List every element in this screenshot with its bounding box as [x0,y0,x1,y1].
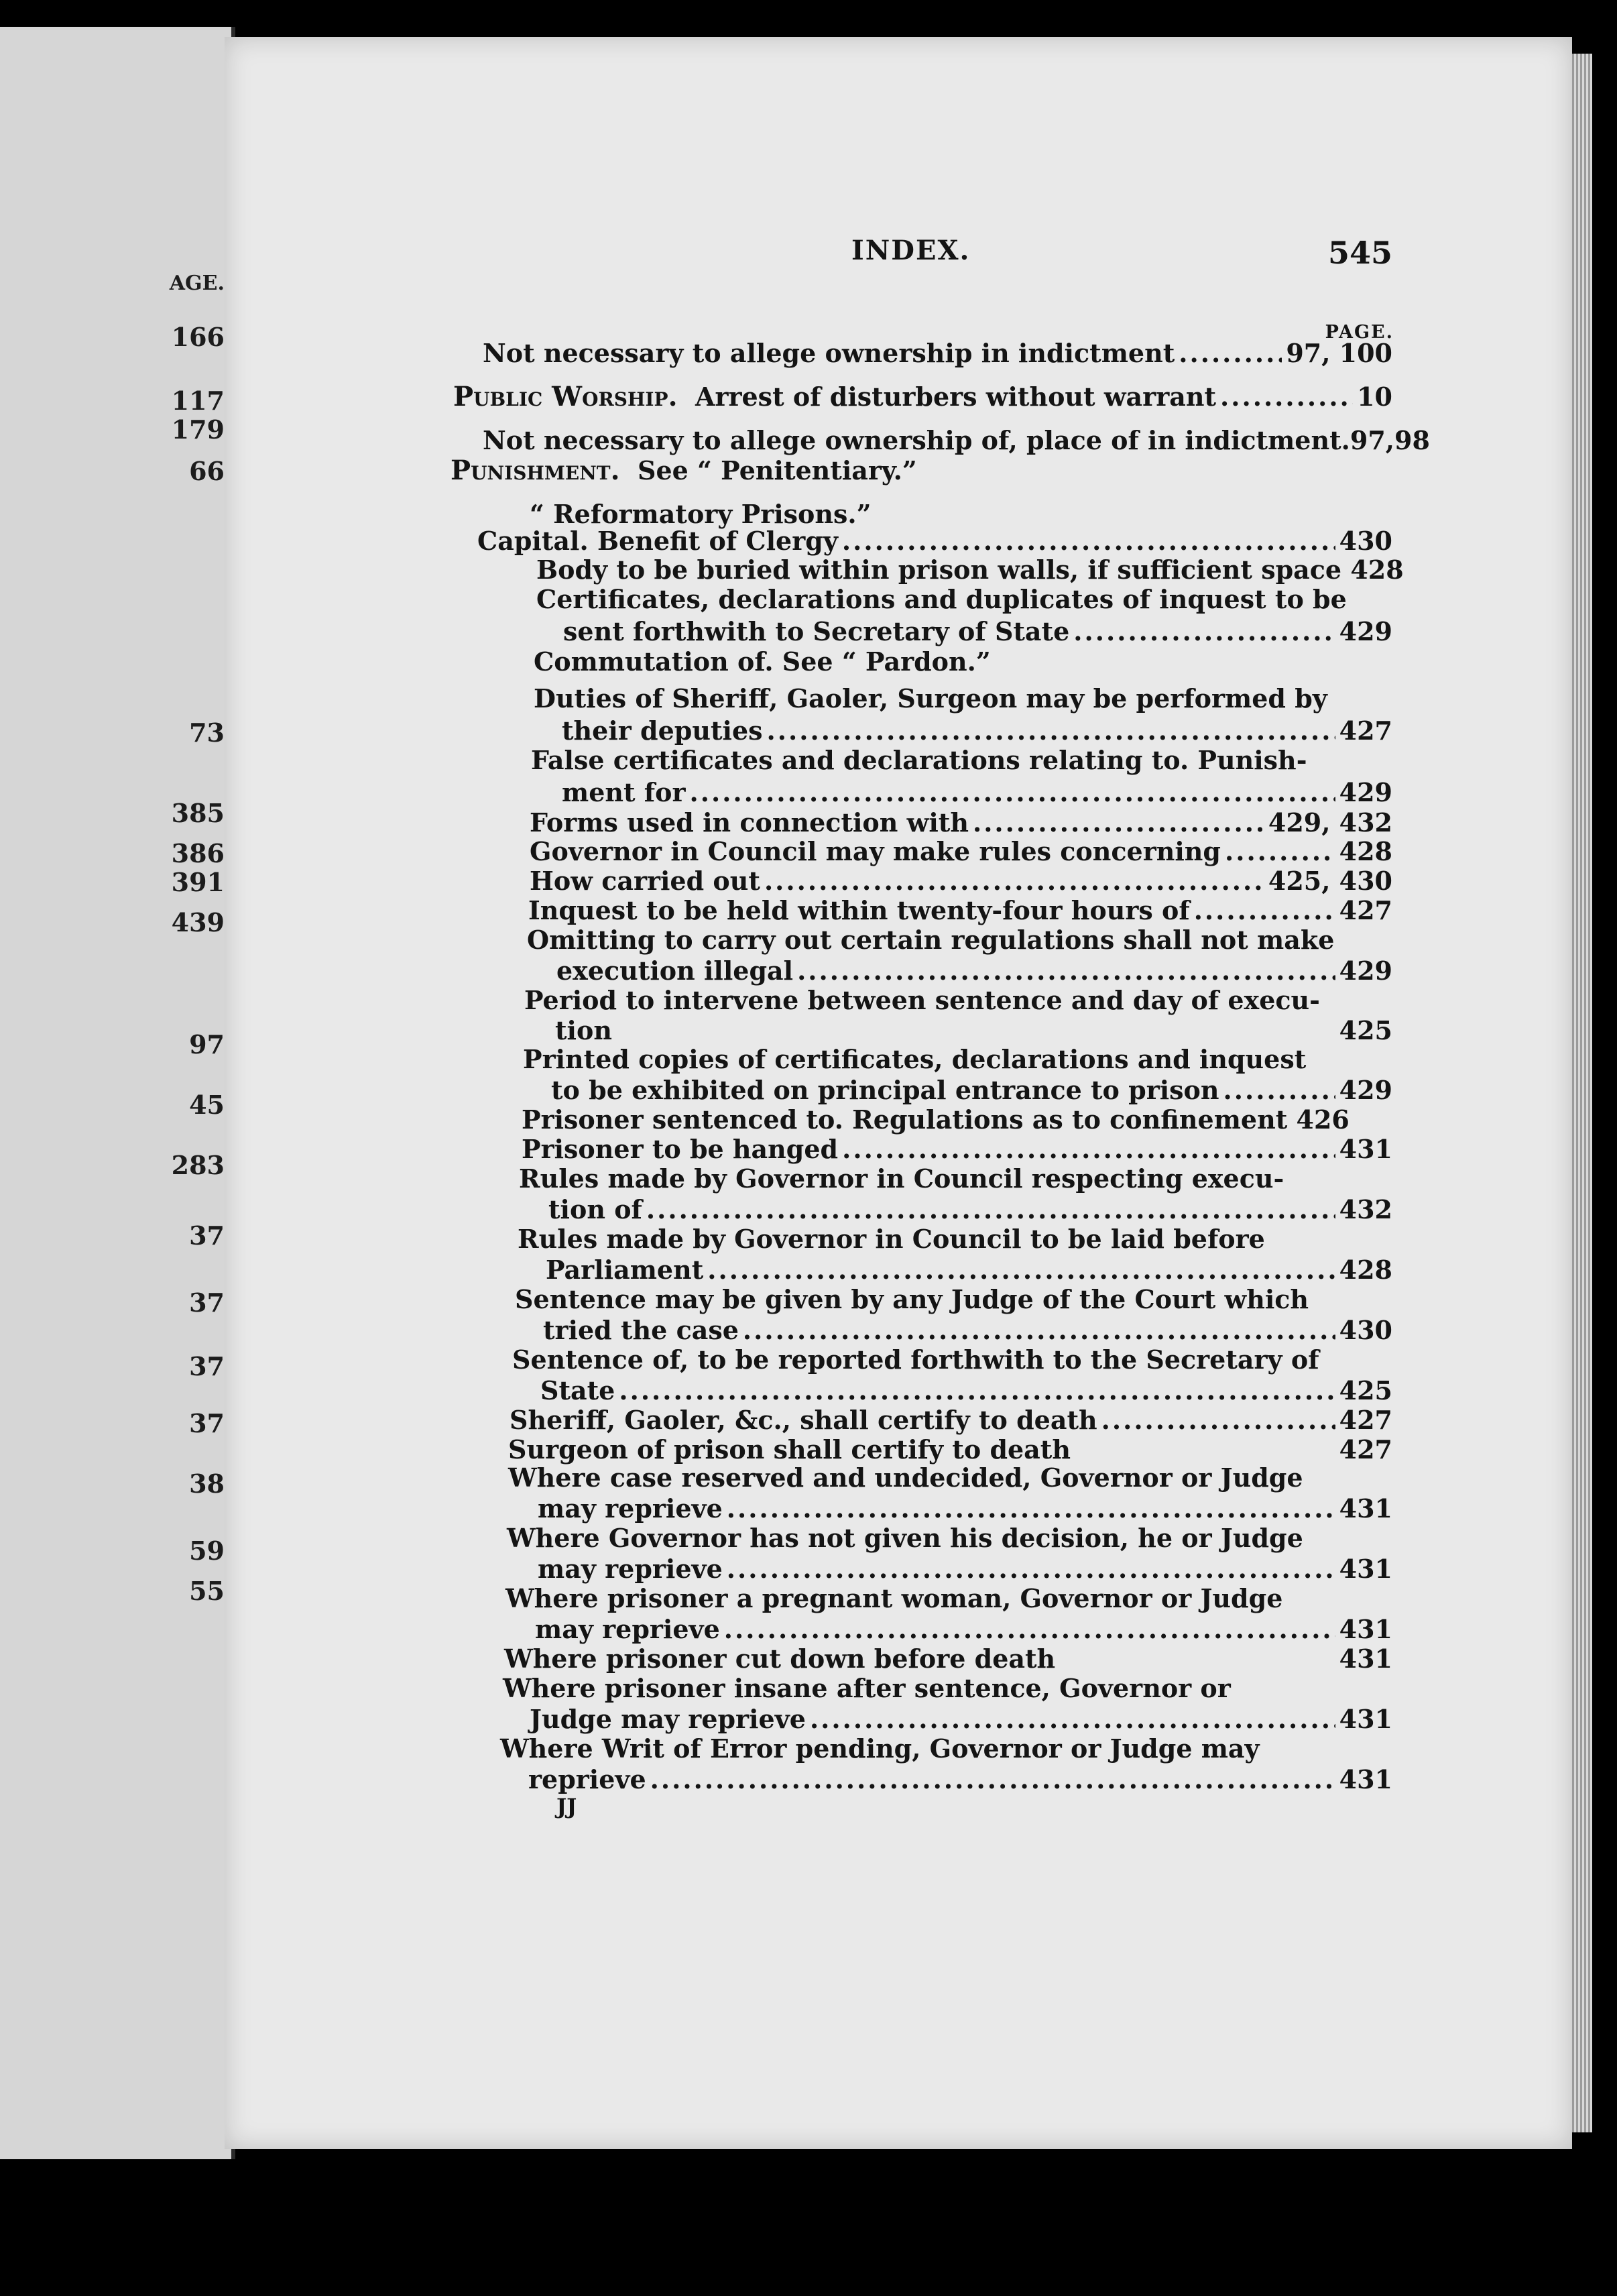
entry-text: tion [555,1015,612,1045]
entry-text: Prisoner sentenced to. Regulations as to confinement [522,1104,1288,1135]
index-entry [477,526,1392,556]
entry-text: Certificates, declarations and duplicates of inquest to be [536,584,1347,614]
leader-dots [1223,1076,1335,1105]
index-entry [527,925,1334,955]
entry-text: Surgeon of prison shall certify to death [508,1434,1071,1465]
leader-dots [1101,1405,1335,1435]
entry-page: 427 [1339,715,1392,746]
index-entry [534,647,991,677]
entry-page: 429 [1339,1075,1392,1105]
entry-page: 429, 432 [1268,807,1392,838]
entry-text: Where Writ of Error pending, Governor or Judge may [500,1733,1260,1764]
leader-dots [727,1554,1335,1584]
index-entry [535,1615,1392,1644]
index-entry [555,1016,1392,1045]
leader-dots [842,526,1335,556]
left-margin-number: 37 [189,1408,225,1438]
left-margin-number: 391 [171,867,225,897]
entry-text: Parliament [546,1255,704,1285]
index-entry [534,684,1327,713]
entry-text: Sheriff, Gaoler, &c., shall certify to death [510,1405,1097,1435]
entry-text: sent forthwith to Secretary of State [563,616,1070,646]
entry-text: Prisoner to be hanged [522,1134,839,1164]
entry-page: 97, 100 [1286,338,1392,368]
index-entry [518,1224,1265,1254]
entry-text: Not necessary to allege ownership of, place of in indictment. [483,425,1350,455]
index-entry [515,1285,1309,1314]
left-margin-number: 385 [171,798,225,828]
index-entry [536,555,1404,585]
entry-text: Not necessary to allege ownership in indictment [483,338,1175,368]
leader-dots [973,808,1264,838]
entry-page: 431 [1339,1493,1392,1524]
index-entry [451,456,917,485]
entry-text: may reprieve [538,1554,723,1584]
left-margin-number: 439 [171,907,225,937]
entry-text: Sentence may be given by any Judge of the Court which [515,1284,1309,1314]
index-entry [530,837,1392,866]
entry-heading: Public Worship. [453,381,678,412]
leader-dots [727,1494,1335,1524]
leader-dots [1194,896,1335,925]
entry-text: Printed copies of certificates, declarations and inquest [523,1044,1307,1074]
entry-text: State [540,1375,615,1405]
entry-page: 428 [1350,555,1404,585]
left-margin-number: 179 [171,414,225,445]
leader-dots [650,1765,1335,1794]
entry-text: ment for [562,777,686,807]
entry-text: See “ Penitentiary.” [638,455,917,485]
entry-text: Body to be buried within prison walls, if sufficient space [536,555,1342,585]
left-margin-number: 55 [189,1576,225,1606]
entry-text: to be exhibited on principal entrance to prison [551,1075,1219,1105]
entry-page: 431 [1339,1134,1392,1164]
index-entry [528,1765,1392,1794]
index-entry [522,1105,1392,1135]
index-entry [530,500,872,529]
index-entry [530,808,1392,838]
left-margin-number: 37 [189,1351,225,1381]
leader-dots [764,866,1264,896]
left-margin-number: 97 [189,1029,225,1059]
entry-page: 431 [1339,1764,1392,1794]
entry-text: may reprieve [535,1614,720,1644]
entry-text: False certificates and declarations relating to. Punish- [531,745,1307,775]
entry-page: 10 [1357,382,1392,412]
index-entry [507,1524,1303,1553]
entry-text: Commutation of. See “ Pardon.” [534,646,991,677]
index-entry [505,1584,1282,1613]
leader-dots [842,1135,1335,1164]
entry-text: may reprieve [538,1493,723,1524]
entry-text: reprieve [528,1764,646,1794]
entry-text: tried the case [543,1315,739,1345]
entry-text: Forms used in connection with [530,807,969,838]
index-entry [551,1076,1392,1105]
entry-text: Period to intervene between sentence and day of execu- [524,985,1320,1015]
index-entry [453,382,1392,412]
entry-page: 428 [1339,836,1392,866]
entry-text: Rules made by Governor in Council respecting execu- [519,1163,1284,1194]
index-entry [538,1494,1392,1524]
index-entry [531,746,1307,775]
running-title: INDEX. [851,235,971,266]
leader-dots [690,778,1335,807]
leader-dots [1225,837,1335,866]
entry-text: Capital. Benefit of Clergy [477,526,838,556]
entry-text: execution illegal [556,956,794,986]
entry-text: Where prisoner cut down before death [504,1644,1056,1674]
entry-page: 431 [1339,1704,1392,1734]
index-entry [528,896,1392,925]
leader-dots [724,1615,1335,1644]
index-entry [508,1435,1392,1465]
leader-dots [743,1316,1335,1345]
entry-page: 429 [1339,777,1392,807]
entry-heading: Punishment. [451,455,620,486]
entry-text: Duties of Sheriff, Gaoler, Surgeon may be performed by [534,683,1327,713]
left-margin-number: 66 [189,456,225,486]
leader-dots [810,1705,1335,1734]
index-entry [512,1345,1319,1375]
page-column-label: PAGE. [1325,322,1394,343]
page-number: 545 [1327,235,1392,271]
entry-page: 425, 430 [1268,866,1392,896]
left-margin-number: 73 [189,718,225,748]
entry-page: 431 [1339,1554,1392,1584]
index-entry [563,617,1392,646]
entry-page: 428 [1339,1255,1392,1285]
entry-page: 427 [1339,1434,1392,1465]
entry-text: How carried out [530,866,760,896]
index-entry [556,956,1392,986]
index-entry [483,339,1392,368]
index-entry [510,1405,1392,1435]
left-margin-number: 59 [189,1536,225,1566]
page-edge [1572,54,1592,2132]
index-entry [543,1316,1392,1345]
index-entry [500,1734,1260,1764]
index-entry [523,1045,1306,1074]
leader-dots [1073,617,1335,646]
running-head [0,235,1617,275]
index-entry [536,585,1347,614]
left-margin-number: 45 [189,1090,225,1120]
index-entry [530,1705,1392,1734]
entry-page: 425 [1339,1375,1392,1405]
entry-text: Where prisoner a pregnant woman, Governor or Judge [505,1583,1283,1613]
entry-text: tion of [548,1194,642,1224]
entry-subtext: Arrest of disturbers without warrant [695,382,1217,412]
entry-page: 429 [1339,616,1392,646]
facing-page [0,27,235,2159]
entry-text: “ Reformatory Prisons.” [530,499,872,529]
leader-dots [707,1255,1335,1285]
index-entry [504,1644,1392,1674]
entry-page: 431 [1339,1644,1392,1674]
entry-text: Where case reserved and undecided, Governor or Judge [508,1462,1303,1493]
entry-text: Governor in Council may make rules concerning [530,836,1221,866]
leader-dots [767,716,1335,746]
entry-page: 430 [1339,526,1392,556]
leader-dots [797,956,1335,986]
index-entry [562,716,1392,746]
leader-dots [646,1195,1335,1224]
index-entry [538,1554,1392,1584]
index-entry [508,1463,1303,1493]
entry-page: 430 [1339,1315,1392,1345]
leader-dots [619,1376,1335,1405]
index-entry [530,866,1392,896]
entry-text [453,382,1216,412]
left-margin-number: 117 [171,386,225,416]
left-margin-number: 38 [189,1469,225,1499]
entry-text: Rules made by Governor in Council to be laid before [518,1224,1265,1254]
entry-page: 425 [1339,1015,1392,1045]
entry-text: Where prisoner insane after sentence, Governor or [503,1673,1231,1703]
left-margin-number: AGE. [169,272,225,295]
entry-text: Sentence of, to be reported forthwith to the Secretary of [512,1344,1319,1375]
index-entry [503,1674,1231,1703]
left-margin-number: 283 [171,1150,225,1180]
signature-mark: JJ [556,1794,577,1819]
index-entry [483,425,1430,455]
leader-dots [1179,339,1282,368]
index-entry [524,986,1320,1015]
entry-text: Where Governor has not given his decision, he or Judge [507,1523,1303,1553]
entry-page: 427 [1339,895,1392,925]
left-margin-number: 386 [171,838,225,868]
index-entry [540,1376,1392,1405]
entry-text: their deputies [562,715,763,746]
entry-text: Omitting to carry out certain regulations shall not make [527,925,1335,955]
index-entry [562,778,1392,807]
left-margin-number: 37 [189,1287,225,1318]
leader-dots [1220,382,1353,412]
index-entry [546,1255,1392,1285]
entry-text: Inquest to be held within twenty-four hours of [528,895,1190,925]
entry-page: 427 [1339,1405,1392,1435]
index-entry [519,1164,1284,1194]
index-entry [522,1135,1392,1164]
left-margin-number: 37 [189,1220,225,1251]
entry-page: 431 [1339,1614,1392,1644]
entry-page: 97,98 [1350,425,1430,455]
entry-page: 429 [1339,956,1392,986]
index-entry [548,1195,1392,1224]
entry-text: Judge may reprieve [530,1704,806,1734]
left-margin-number: 166 [171,322,225,352]
entry-page: 426 [1296,1104,1350,1135]
entry-page: 432 [1339,1194,1392,1224]
